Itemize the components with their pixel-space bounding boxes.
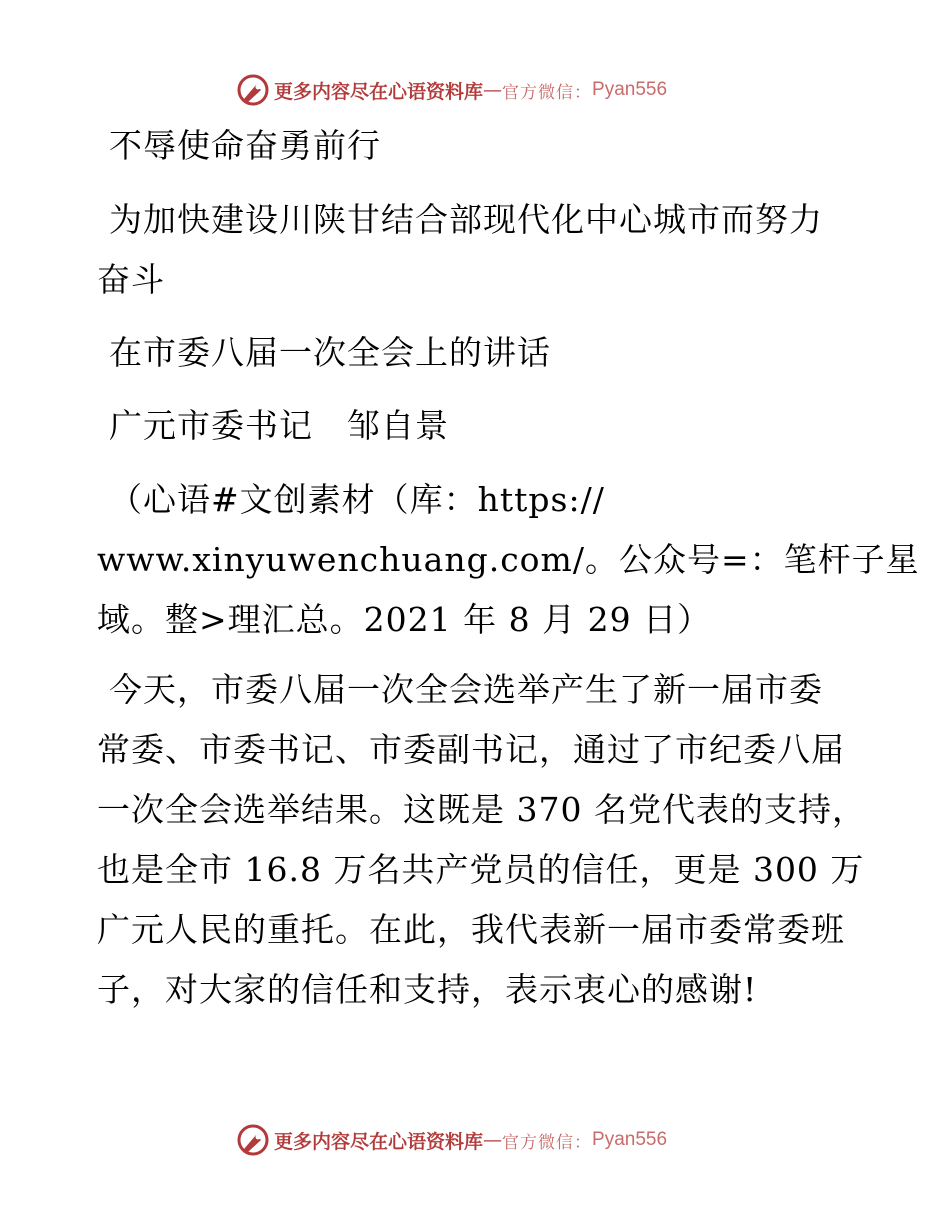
banner-main-text: 更多内容尽在心语资料库: [274, 1130, 484, 1153]
author-line: 广元市委书记 邹自景: [109, 406, 449, 445]
body-line: 广元人民的重托。在此，我代表新一届市委常委班: [97, 910, 845, 949]
source-line: www.xinyuwenchuang.com/。公众号=：笔杆子星: [97, 540, 920, 579]
speech-occasion: [97, 323, 869, 383]
occasion-line: 在市委八届一次全会上的讲话: [109, 333, 551, 372]
body-line: 今天，市委八届一次全会选举产生了新一届市委: [109, 670, 823, 709]
header-banner: [236, 73, 667, 107]
body-line: 也是全市 16.8 万名共产党员的信任，更是 300 万: [97, 850, 865, 889]
banner-wechat-label: 官方微信：: [502, 82, 593, 103]
source-line: （心语#文创素材（库：https://: [109, 480, 605, 519]
document-subtitle: [97, 190, 857, 310]
speech-author: [97, 396, 869, 456]
banner-wechat-id: Pyan556: [592, 1129, 668, 1150]
subtitle-line: 为加快建设川陕甘结合部现代化中心城市而努力: [109, 200, 823, 239]
source-note: [97, 470, 920, 650]
pen-nib-logo-icon: [236, 73, 270, 107]
body-line: 一次全会选举结果。这既是 370 名党代表的支持，: [97, 790, 866, 829]
body-line: 子，对大家的信任和支持，表示衷心的感谢!: [97, 970, 758, 1009]
document-title: [97, 116, 869, 176]
source-line: 域。整>理汇总。2021 年 8 月 29 日）: [97, 600, 712, 639]
banner-wechat-id: Pyan556: [592, 79, 668, 100]
body-paragraph: [97, 660, 866, 1020]
body-line: 常委、市委书记、市委副书记，通过了市纪委八届: [97, 730, 845, 769]
footer-banner: [236, 1123, 667, 1157]
banner-wechat-label: 官方微信：: [502, 1132, 593, 1153]
banner-main-text: 更多内容尽在心语资料库: [274, 80, 484, 103]
subtitle-line: 奋斗: [97, 260, 165, 299]
title-line: 不辱使命奋勇前行: [109, 126, 381, 165]
banner-dash: —: [483, 79, 503, 101]
pen-nib-logo-icon: [236, 1123, 270, 1157]
banner-dash: —: [483, 1129, 503, 1151]
